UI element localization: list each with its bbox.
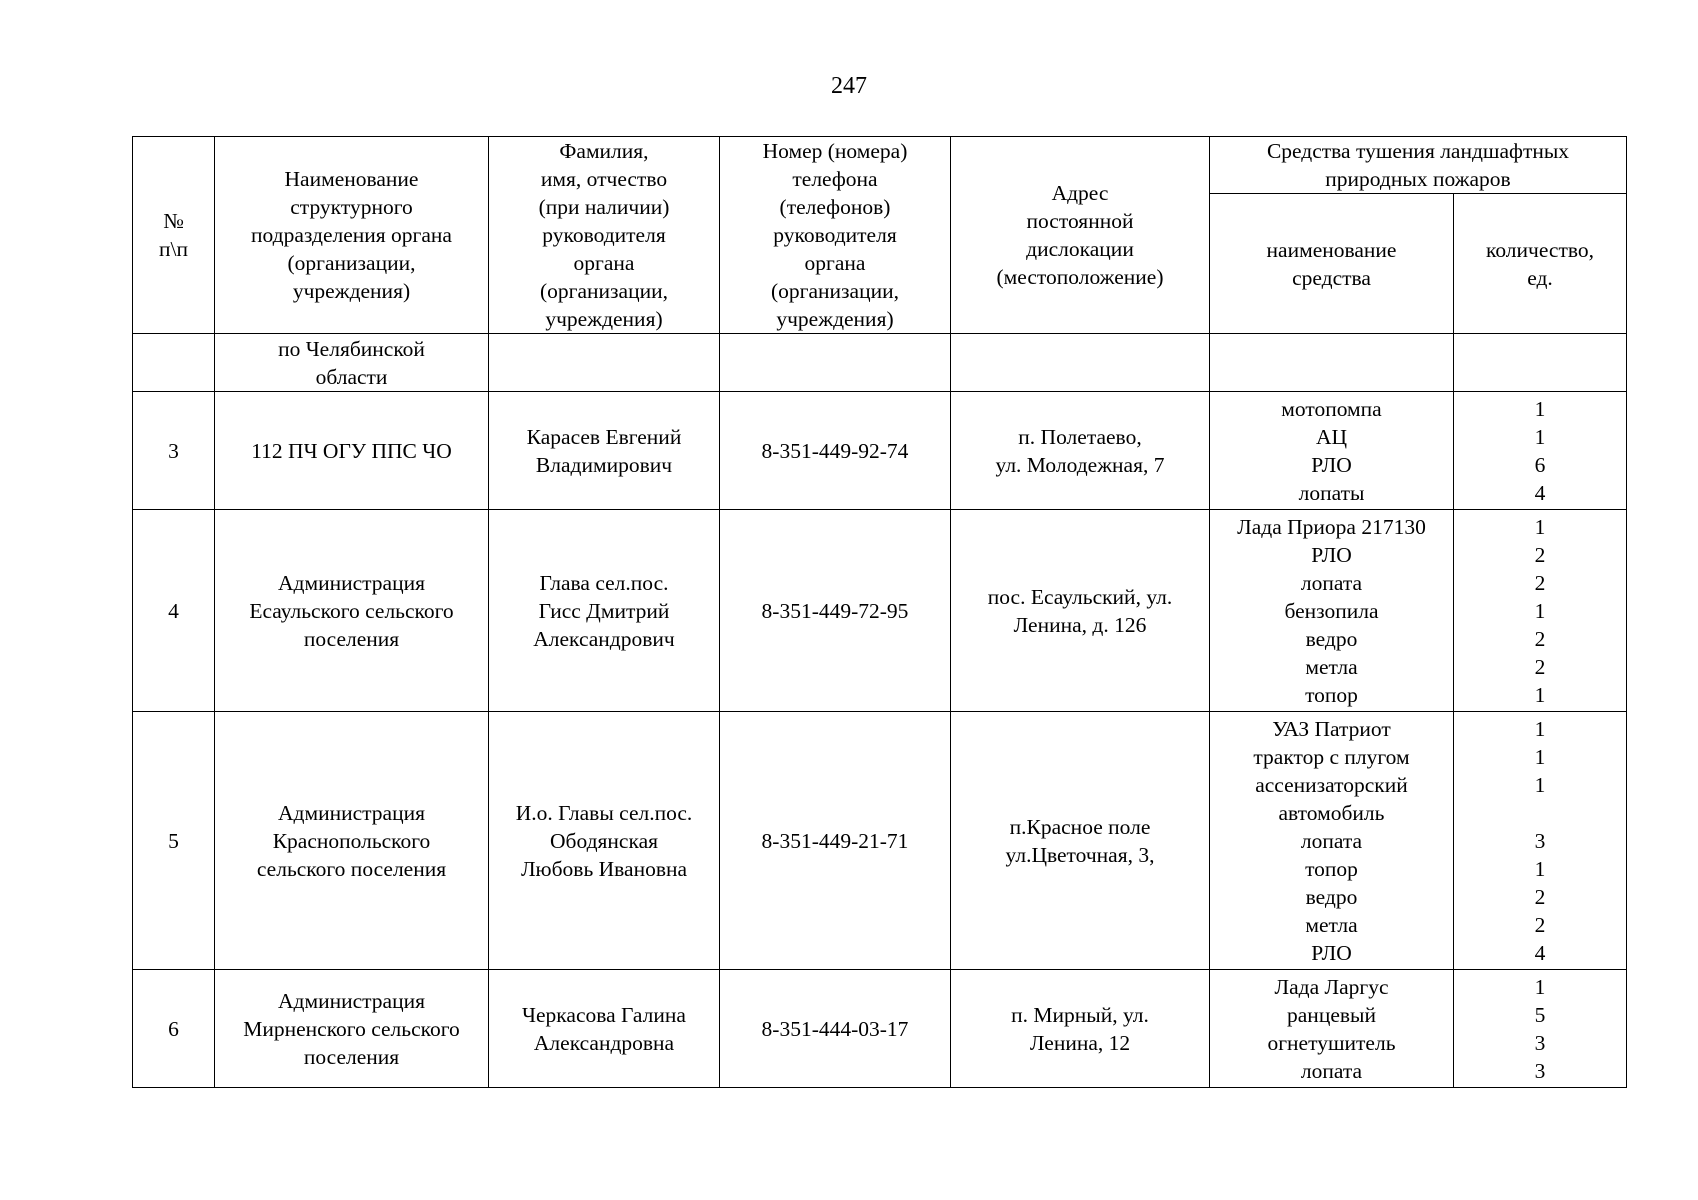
address: п.Красное поле ул.Цветочная, 3, xyxy=(951,712,1210,970)
quantity-list xyxy=(1454,712,1627,970)
unit-name: 112 ПЧ ОГУ ППС ЧО xyxy=(215,392,489,510)
means-item: лопата xyxy=(1300,1058,1363,1083)
head-name: И.о. Главы сел.пос. Ободянская Любовь Ивановна xyxy=(489,712,720,970)
means-item: метла xyxy=(1305,912,1358,937)
phone-number: 8-351-449-21-71 xyxy=(720,712,951,970)
unit-name: Администрация Есаульского сельского поселения xyxy=(215,510,489,712)
means-list xyxy=(1210,392,1454,510)
unit-name: Администрация Краснопольского сельского поселения xyxy=(215,712,489,970)
quantity-item: 2 xyxy=(1534,542,1546,567)
means-item: топор xyxy=(1305,856,1358,881)
means-item: метла xyxy=(1305,654,1358,679)
unit-name: Администрация Мирненского сельского поселения xyxy=(215,970,489,1088)
head-name: Глава сел.пос. Гисс Дмитрий Александрович xyxy=(489,510,720,712)
header-unit-name: Наименование структурного подразделения органа (организации, учреждения) xyxy=(215,137,489,334)
quantity-item: 3 xyxy=(1534,1058,1546,1083)
quantity-item: 2 xyxy=(1534,884,1546,909)
means-item: мотопомпа xyxy=(1281,396,1382,421)
means-item: Лада Ларгус xyxy=(1274,974,1389,999)
means-item: ассенизаторский xyxy=(1255,772,1408,797)
means-item: огнетушитель xyxy=(1267,1030,1396,1055)
means-item: РЛО xyxy=(1311,542,1352,567)
means-item: ведро xyxy=(1305,626,1358,651)
table-row xyxy=(133,510,1627,712)
header-means-quantity: количество, ед. xyxy=(1454,194,1627,334)
page-number: 247 xyxy=(831,73,867,99)
row-number: 3 xyxy=(133,392,215,510)
address: п. Полетаево, ул. Молодежная, 7 xyxy=(951,392,1210,510)
quantity-item: 2 xyxy=(1534,626,1546,651)
quantity-item: 1 xyxy=(1534,396,1546,421)
means-item: ранцевый xyxy=(1287,1002,1376,1027)
quantity-list xyxy=(1454,510,1627,712)
quantity-item: 1 xyxy=(1534,856,1546,881)
header-number: № п\п xyxy=(133,137,215,334)
unit-name: по Челябинской области xyxy=(215,334,489,392)
quantity-item xyxy=(1458,799,1622,827)
quantity-item: 1 xyxy=(1534,744,1546,769)
quantity-item: 5 xyxy=(1534,1002,1546,1027)
means-item: лопата xyxy=(1300,570,1363,595)
quantity-item: 3 xyxy=(1534,828,1546,853)
means-item: трактор с плугом xyxy=(1253,744,1410,769)
quantity-item: 6 xyxy=(1534,452,1546,477)
means-item: РЛО xyxy=(1311,452,1352,477)
means-item: Лада Приора 217130 xyxy=(1237,514,1426,539)
means-list xyxy=(1210,712,1454,970)
quantity-item: 1 xyxy=(1534,974,1546,999)
quantity-item: 1 xyxy=(1534,424,1546,449)
head-name: Черкасова Галина Александровна xyxy=(489,970,720,1088)
means-item: лопаты xyxy=(1298,480,1365,505)
header-phone: Номер (номера) телефона (телефонов) руководителя органа (организации, учреждения) xyxy=(720,137,951,334)
means-list xyxy=(1210,970,1454,1088)
quantity-item: 1 xyxy=(1534,682,1546,707)
means-list xyxy=(1210,510,1454,712)
means-item: АЦ xyxy=(1315,424,1348,449)
address: пос. Есаульский, ул. Ленина, д. 126 xyxy=(951,510,1210,712)
quantity-item: 4 xyxy=(1534,480,1546,505)
quantity-item: 1 xyxy=(1534,514,1546,539)
means-item: бензопила xyxy=(1284,598,1379,623)
table-row xyxy=(133,970,1627,1088)
quantity-item: 1 xyxy=(1534,716,1546,741)
quantity-item: 3 xyxy=(1534,1030,1546,1055)
means-item: ведро xyxy=(1305,884,1358,909)
phone-number: 8-351-449-72-95 xyxy=(720,510,951,712)
phone-number: 8-351-449-92-74 xyxy=(720,392,951,510)
means-item: лопата xyxy=(1300,828,1363,853)
table-row xyxy=(133,392,1627,510)
row-number: 6 xyxy=(133,970,215,1088)
means-item: автомобиль xyxy=(1278,800,1385,825)
phone-number: 8-351-444-03-17 xyxy=(720,970,951,1088)
quantity-item: 4 xyxy=(1534,940,1546,965)
header-head-name: Фамилия, имя, отчество (при наличии) руководителя органа (организации, учреждения) xyxy=(489,137,720,334)
quantity-item: 1 xyxy=(1534,772,1546,797)
header-means-group: Средства тушения ландшафтных природных пожаров xyxy=(1210,137,1627,194)
continuation-row xyxy=(133,334,1627,392)
row-number: 4 xyxy=(133,510,215,712)
quantity-item: 1 xyxy=(1534,598,1546,623)
quantity-list xyxy=(1454,392,1627,510)
address: п. Мирный, ул. Ленина, 12 xyxy=(951,970,1210,1088)
quantity-item: 2 xyxy=(1534,654,1546,679)
quantity-item: 2 xyxy=(1534,912,1546,937)
quantity-item: 2 xyxy=(1534,570,1546,595)
means-item: УАЗ Патриот xyxy=(1272,716,1391,741)
header-means-name: наименование средства xyxy=(1210,194,1454,334)
row-number: 5 xyxy=(133,712,215,970)
table-row xyxy=(133,712,1627,970)
quantity-list xyxy=(1454,970,1627,1088)
head-name: Карасев Евгений Владимирович xyxy=(489,392,720,510)
means-item: топор xyxy=(1305,682,1358,707)
means-item: РЛО xyxy=(1311,940,1352,965)
header-address: Адрес постоянной дислокации (местоположение) xyxy=(951,137,1210,334)
equipment-table xyxy=(132,136,1627,1088)
